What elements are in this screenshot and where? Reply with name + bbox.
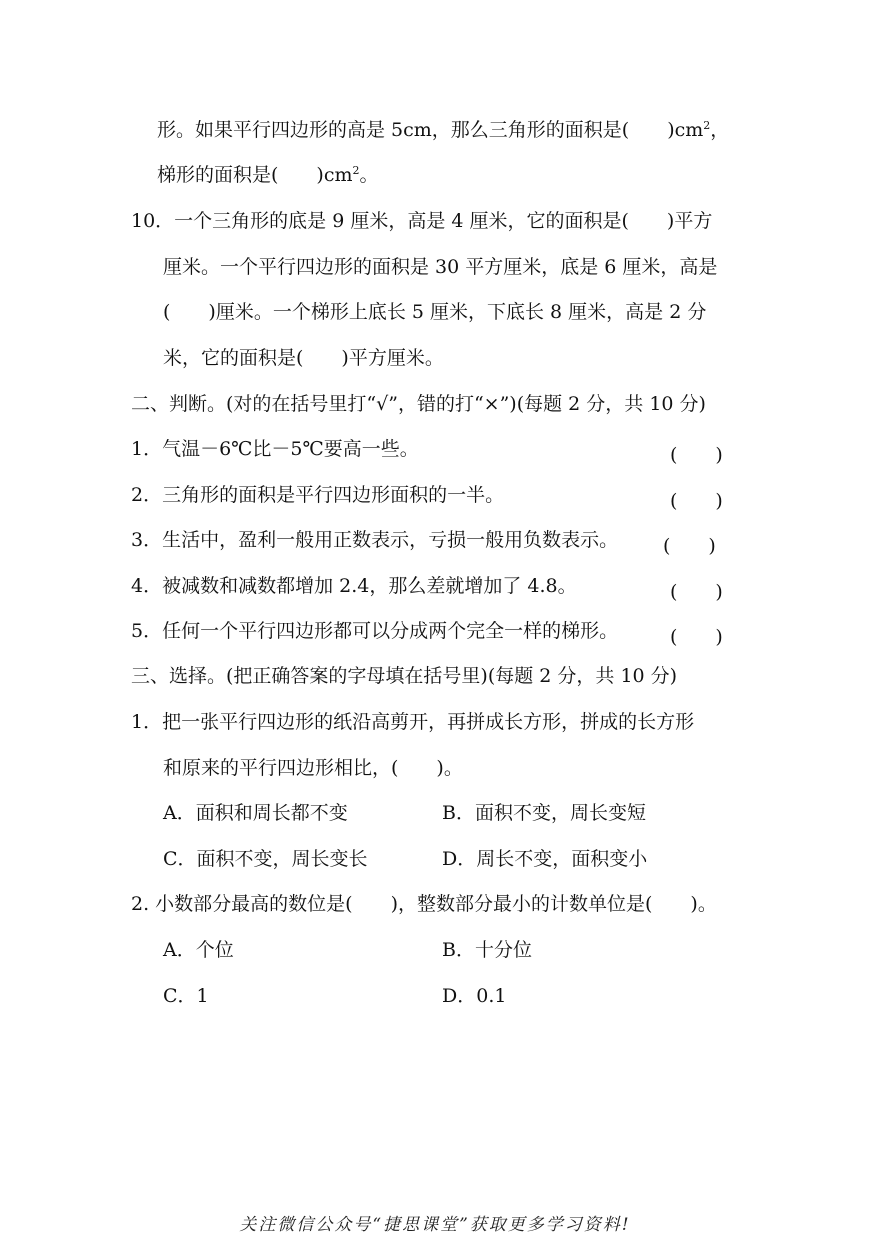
q10-line3: ( )厘米。一个梯形上底长 5 厘米，下底长 8 厘米，高是 2 分 bbox=[163, 301, 707, 323]
judge-item-3-paren[interactable]: ( ) bbox=[663, 535, 716, 557]
choice-q1-option-d[interactable]: D．周长不变，面积变小 bbox=[442, 848, 648, 870]
judge-item-3-text: 3．生活中，盈利一般用正数表示，亏损一般用负数表示。 bbox=[131, 529, 619, 551]
q9-line2-sup: 2 bbox=[352, 164, 360, 177]
choice-q1-option-b[interactable]: B．面积不变，周长变短 bbox=[442, 802, 646, 824]
choice-q2-option-a[interactable]: A．个位 bbox=[163, 939, 234, 961]
choice-q2-option-d[interactable]: D．0.1 bbox=[442, 985, 507, 1007]
judge-item-5-text: 5．任何一个平行四边形都可以分成两个完全一样的梯形。 bbox=[131, 620, 619, 642]
judge-item-2-paren[interactable]: ( ) bbox=[670, 490, 723, 512]
q9-line1-text: 形。如果平行四边形的高是 5cm，那么三角形的面积是( )cm bbox=[157, 119, 704, 141]
judge-item-4 bbox=[131, 577, 577, 596]
q10-line2: 厘米。一个平行四边形的面积是 30 平方厘米，底是 6 厘米，高是 bbox=[163, 256, 718, 278]
q9-line2-end: 。 bbox=[359, 164, 379, 186]
judge-item-1-paren[interactable]: ( ) bbox=[670, 444, 723, 466]
choice-q1-line2: 和原来的平行四边形相比，( )。 bbox=[163, 757, 463, 779]
choice-q1-line1: 1．把一张平行四边形的纸沿高剪开，再拼成长方形，拼成的长方形 bbox=[131, 711, 695, 733]
judge-item-3 bbox=[131, 531, 618, 550]
q9-line1-sup: 2 bbox=[703, 119, 711, 132]
section2-title: 二、判断。(对的在括号里打“√”，错的打“×”)(每题 2 分，共 10 分) bbox=[131, 393, 706, 415]
footer-note: 关注微信公众号“捷思课堂”获取更多学习资料! bbox=[239, 1215, 631, 1235]
judge-item-4-paren[interactable]: ( ) bbox=[670, 581, 723, 603]
judge-item-1 bbox=[131, 440, 419, 459]
q10-line4: 米，它的面积是( )平方厘米。 bbox=[163, 347, 444, 369]
q10-line1: 10．一个三角形的底是 9 厘米，高是 4 厘米，它的面积是( )平方 bbox=[131, 210, 713, 232]
section3-title: 三、选择。(把正确答案的字母填在括号里)(每题 2 分，共 10 分) bbox=[131, 665, 678, 687]
q9-line1-end: ， bbox=[710, 119, 730, 141]
judge-item-2 bbox=[131, 486, 504, 505]
judge-item-1-text: 1．气温－6℃比－5℃要高一些。 bbox=[131, 438, 419, 460]
choice-q2-line1: 2. 小数部分最高的数位是( )，整数部分最小的计数单位是( )。 bbox=[131, 893, 717, 915]
q9-line1 bbox=[157, 121, 729, 140]
judge-item-2-text: 2．三角形的面积是平行四边形面积的一半。 bbox=[131, 484, 505, 506]
judge-item-4-text: 4．被减数和减数都增加 2.4，那么差就增加了 4.8。 bbox=[131, 575, 577, 597]
judge-item-5-paren[interactable]: ( ) bbox=[670, 626, 723, 648]
choice-q1-option-a[interactable]: A．面积和周长都不变 bbox=[163, 802, 348, 824]
choice-q2-option-c[interactable]: C．1 bbox=[163, 985, 209, 1007]
choice-q1-option-c[interactable]: C．面积不变，周长变长 bbox=[163, 848, 368, 870]
q9-line2 bbox=[157, 166, 379, 185]
judge-item-5 bbox=[131, 622, 618, 641]
q9-line2-text: 梯形的面积是( )cm bbox=[157, 164, 353, 186]
choice-q2-option-b[interactable]: B．十分位 bbox=[442, 939, 532, 961]
